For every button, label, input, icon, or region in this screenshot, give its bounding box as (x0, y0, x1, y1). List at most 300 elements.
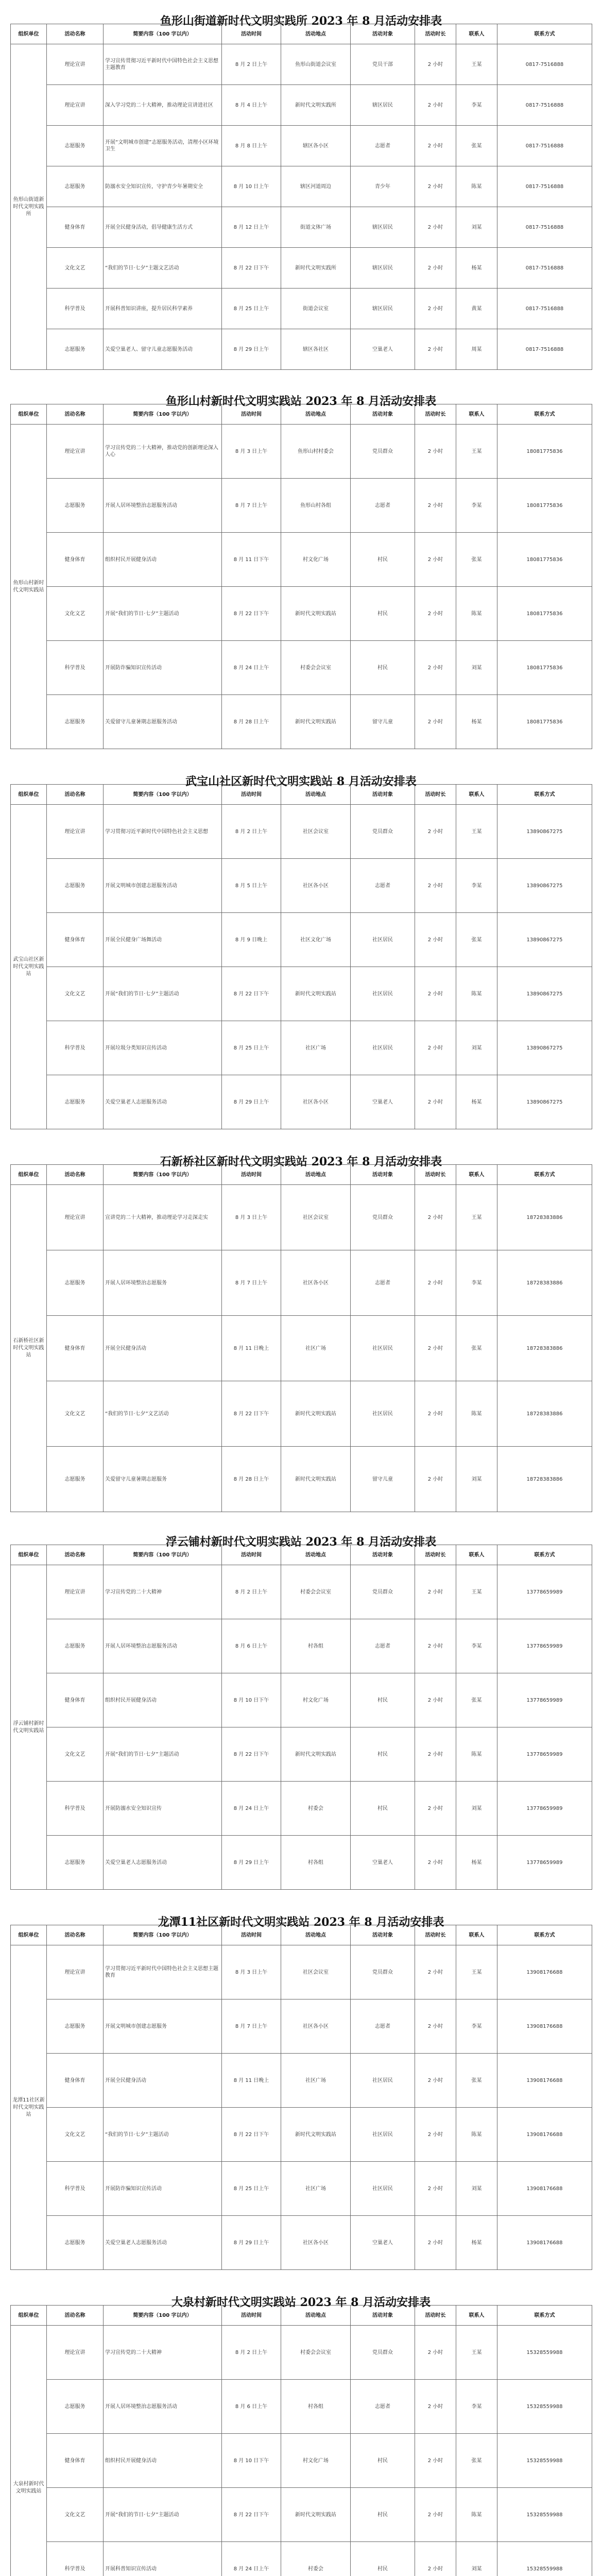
table-cell: 2 小时 (415, 166, 456, 207)
table-cell: 2 小时 (415, 1999, 456, 2054)
table-row (11, 2326, 592, 2380)
table-cell: 张某 (456, 2054, 497, 2108)
table-cell: 2 小时 (415, 1075, 456, 1129)
table-cell: 8 月 7 日上午 (222, 479, 281, 533)
table-cell: 13778659989 (497, 1565, 592, 1619)
table-cell: 科学普及 (47, 2542, 104, 2576)
table-cell: 社区广场 (281, 1316, 351, 1381)
table-row (11, 1565, 592, 1619)
table-cell: 张某 (456, 1673, 497, 1727)
table-cell: 0817-7516888 (497, 329, 592, 370)
table-cell: 组织村民开展健身活动 (104, 1673, 222, 1727)
table-cell: 刘某 (456, 2542, 497, 2576)
table-cell: 社区各小区 (281, 1999, 351, 2054)
table-cell: 新时代文明实践站 (281, 967, 351, 1021)
table-cell: “我们的节日·七夕”文艺活动 (104, 1381, 222, 1447)
column-header: 活动时长 (415, 785, 456, 805)
table-cell: 文化文艺 (47, 1381, 104, 1447)
section-title: 大泉村新时代文明实践站 2023 年 8 月活动安排表 (171, 2296, 431, 2309)
table-cell: 刘某 (456, 207, 497, 248)
table-cell: 开展全民健身活动，倡导健康生活方式 (104, 207, 222, 248)
table-cell: 8 月 9 日晚上 (222, 913, 281, 967)
table-cell: 13908176688 (497, 1945, 592, 1999)
table-cell: 开展人居环境整治志愿服务活动 (104, 2380, 222, 2434)
column-header: 活动地点 (281, 404, 351, 425)
table-cell: 8 月 22 日下午 (222, 587, 281, 641)
table-cell: 0817-7516888 (497, 289, 592, 329)
table-cell: 社区会议室 (281, 1945, 351, 1999)
column-header: 组织单位 (11, 404, 47, 425)
section-title: 武宝山社区新时代文明实践站 8 月活动安排表 (185, 775, 417, 788)
table-cell: 关爱空巢老人志愿服务活动 (104, 1836, 222, 1890)
table-cell: 新时代文明实践站 (281, 695, 351, 749)
table-cell: 李某 (456, 85, 497, 126)
table-cell: 2 小时 (415, 967, 456, 1021)
table-row (11, 1836, 592, 1890)
table-cell: 8 月 22 日下午 (222, 2488, 281, 2542)
table-cell: 2 小时 (415, 2434, 456, 2488)
organizer-cell: 武宝山社区新时代文明实践站 (11, 805, 47, 1129)
table-cell: 开展人居环境整治志愿服务活动 (104, 1619, 222, 1673)
table-row (11, 2380, 592, 2434)
table-cell: 村委会 (281, 1782, 351, 1836)
table-cell: 李某 (456, 1250, 497, 1316)
table-cell: 开展垃圾分类知识宣传活动 (104, 1021, 222, 1075)
activity-section (0, 2281, 602, 2576)
table-cell: 关爱空巢老人志愿服务活动 (104, 1075, 222, 1129)
table-cell: 李某 (456, 859, 497, 913)
table-cell: 2 小时 (415, 1619, 456, 1673)
table-row (11, 967, 592, 1021)
table-cell: 学习宣传党的二十大精神，推动党的创新理论深入人心 (104, 425, 222, 479)
table-row (11, 1727, 592, 1782)
table-cell: 开展防溺水安全知识宣传 (104, 1782, 222, 1836)
table-cell: 街道文体广场 (281, 207, 351, 248)
table-cell: 村民 (351, 2488, 415, 2542)
table-cell: 13908176688 (497, 2162, 592, 2216)
table-cell: 8 月 22 日下午 (222, 248, 281, 289)
table-row (11, 85, 592, 126)
table-cell: 13778659989 (497, 1727, 592, 1782)
table-cell: 志愿服务 (47, 1836, 104, 1890)
table-cell: 村文化广场 (281, 2434, 351, 2488)
activity-table (10, 404, 592, 749)
table-cell: 2 小时 (415, 695, 456, 749)
column-header: 活动时间 (222, 1925, 281, 1945)
table-cell: 开展科普知识宣传活动 (104, 2542, 222, 2576)
table-cell: 村民 (351, 533, 415, 587)
table-cell: 刘某 (456, 2162, 497, 2216)
table-cell: 学习贯彻习近平新时代中国特色社会主义思想主题教育 (104, 1945, 222, 1999)
table-cell: 开展“我们的节日·七夕”主题活动 (104, 1727, 222, 1782)
organizer-cell: 龙潭11社区新时代文明实践站 (11, 1945, 47, 2270)
column-header: 联系人 (456, 24, 497, 44)
column-header: 活动时长 (415, 2306, 456, 2326)
table-cell: 党员干部 (351, 44, 415, 85)
table-cell: 2 小时 (415, 859, 456, 913)
table-cell: 王某 (456, 805, 497, 859)
table-cell: 2 小时 (415, 425, 456, 479)
table-row (11, 2542, 592, 2576)
section-title: 龙潭11社区新时代文明实践站 2023 年 8 月活动安排表 (158, 1916, 444, 1929)
table-cell: 健身体育 (47, 2054, 104, 2108)
table-cell: 2 小时 (415, 207, 456, 248)
table-cell: 新时代文明实践站 (281, 1727, 351, 1782)
column-header: 活动对象 (351, 2306, 415, 2326)
table-cell: 党员群众 (351, 425, 415, 479)
table-row (11, 329, 592, 370)
table-cell: 村民 (351, 587, 415, 641)
table-cell: 杨某 (456, 2216, 497, 2270)
table-cell: 8 月 2 日上午 (222, 2326, 281, 2380)
table-cell: 开展“文明城市创建”志愿服务活动，清理小区环境卫生 (104, 126, 222, 166)
table-cell: 13890867275 (497, 1075, 592, 1129)
section-title: 浮云铺村新时代文明实践站 2023 年 8 月活动安排表 (165, 1535, 437, 1549)
table-cell: 学习宣传贯彻习近平新时代中国特色社会主义思想主题教育 (104, 44, 222, 85)
table-cell: 开展人居环境整治志愿服务 (104, 1250, 222, 1316)
table-cell: 8 月 4 日上午 (222, 85, 281, 126)
table-cell: 2 小时 (415, 126, 456, 166)
table-cell: 文化文艺 (47, 2108, 104, 2162)
table-cell: 2 小时 (415, 1727, 456, 1782)
column-header: 联系人 (456, 2306, 497, 2326)
table-cell: 社区广场 (281, 2054, 351, 2108)
table-cell: 13778659989 (497, 1782, 592, 1836)
activity-table (10, 1164, 592, 1512)
table-cell: 空巢老人 (351, 1836, 415, 1890)
table-cell: 王某 (456, 1565, 497, 1619)
table-row (11, 1999, 592, 2054)
column-header: 活动对象 (351, 404, 415, 425)
table-cell: 志愿服务 (47, 1250, 104, 1316)
table-cell: 刘某 (456, 641, 497, 695)
table-cell: 13778659989 (497, 1673, 592, 1727)
table-cell: 15328559988 (497, 2380, 592, 2434)
table-cell: 志愿者 (351, 1999, 415, 2054)
table-cell: 13890867275 (497, 859, 592, 913)
table-cell: 党员群众 (351, 805, 415, 859)
table-cell: 志愿者 (351, 1250, 415, 1316)
table-cell: 科学普及 (47, 1021, 104, 1075)
table-cell: 8 月 24 日上午 (222, 1782, 281, 1836)
table-cell: 8 月 6 日上午 (222, 1619, 281, 1673)
activity-table (10, 24, 592, 370)
column-header: 活动地点 (281, 1925, 351, 1945)
column-header: 活动名称 (47, 1165, 104, 1185)
table-cell: 村委会会议室 (281, 2326, 351, 2380)
column-header: 活动地点 (281, 785, 351, 805)
table-cell: 8 月 3 日上午 (222, 1185, 281, 1250)
table-cell: 学习宣传党的二十大精神 (104, 1565, 222, 1619)
table-cell: 志愿服务 (47, 1447, 104, 1512)
table-cell: 组织村民开展健身活动 (104, 533, 222, 587)
table-cell: 杨某 (456, 1075, 497, 1129)
table-cell: 2 小时 (415, 248, 456, 289)
table-row (11, 805, 592, 859)
column-header: 活动名称 (47, 2306, 104, 2326)
table-cell: 志愿者 (351, 859, 415, 913)
table-cell: 村民 (351, 2434, 415, 2488)
table-cell: 8 月 12 日上午 (222, 207, 281, 248)
table-cell: 新时代文明实践所 (281, 248, 351, 289)
table-cell: 8 月 29 日上午 (222, 329, 281, 370)
activity-section (0, 1521, 602, 1901)
table-cell: 2 小时 (415, 1185, 456, 1250)
table-row (11, 2108, 592, 2162)
table-cell: 8 月 8 日上午 (222, 126, 281, 166)
table-cell: 13908176688 (497, 2108, 592, 2162)
table-cell: 社区居民 (351, 1381, 415, 1447)
table-cell: 2 小时 (415, 641, 456, 695)
table-cell: 0817-7516888 (497, 126, 592, 166)
table-cell: 陈某 (456, 967, 497, 1021)
organizer-cell: 大泉村新时代文明实践站 (11, 2326, 47, 2576)
table-cell: 社区居民 (351, 913, 415, 967)
table-cell: 开展“我们的节日·七夕”主题活动 (104, 587, 222, 641)
table-row (11, 207, 592, 248)
table-cell: 0817-7516888 (497, 166, 592, 207)
table-cell: 健身体育 (47, 1673, 104, 1727)
table-cell: 8 月 11 日晚上 (222, 1316, 281, 1381)
table-cell: 辖区居民 (351, 85, 415, 126)
column-header: 联系方式 (497, 785, 592, 805)
table-row (11, 248, 592, 289)
table-cell: 8 月 28 日上午 (222, 1447, 281, 1512)
table-cell: 社区居民 (351, 2162, 415, 2216)
table-row (11, 425, 592, 479)
table-cell: 刘某 (456, 1021, 497, 1075)
table-cell: 志愿服务 (47, 329, 104, 370)
column-header: 活动时间 (222, 24, 281, 44)
column-header: 联系方式 (497, 404, 592, 425)
table-cell: 张某 (456, 1316, 497, 1381)
table-cell: 社区各小区 (281, 1075, 351, 1129)
table-cell: 党员群众 (351, 1945, 415, 1999)
table-cell: 开展“我们的节日·七夕”主题活动 (104, 967, 222, 1021)
table-cell: 王某 (456, 1945, 497, 1999)
table-row (11, 695, 592, 749)
organizer-cell: 鱼形山街道新时代文明实践所 (11, 44, 47, 370)
table-cell: 13778659989 (497, 1836, 592, 1890)
column-header: 联系方式 (497, 24, 592, 44)
table-cell: 志愿服务 (47, 479, 104, 533)
table-cell: 辖区各小区 (281, 126, 351, 166)
table-cell: 陈某 (456, 587, 497, 641)
column-header: 简要内容（100 字以内） (104, 404, 222, 425)
table-row (11, 1021, 592, 1075)
table-cell: 8 月 2 日上午 (222, 44, 281, 85)
table-cell: 8 月 22 日下午 (222, 1727, 281, 1782)
table-cell: 宣讲党的二十大精神，推动理论学习走深走实 (104, 1185, 222, 1250)
table-cell: 18728383886 (497, 1447, 592, 1512)
column-header: 活动地点 (281, 1165, 351, 1185)
table-cell: 理论宣讲 (47, 85, 104, 126)
column-header: 活动地点 (281, 2306, 351, 2326)
table-cell: 留守儿童 (351, 695, 415, 749)
table-cell: 张某 (456, 913, 497, 967)
column-header: 联系人 (456, 1545, 497, 1565)
table-cell: 理论宣讲 (47, 44, 104, 85)
table-cell: 志愿服务 (47, 1619, 104, 1673)
column-header: 简要内容（100 字以内） (104, 1545, 222, 1565)
table-cell: 2 小时 (415, 587, 456, 641)
table-cell: 志愿者 (351, 2380, 415, 2434)
table-row (11, 1447, 592, 1512)
column-header: 活动对象 (351, 785, 415, 805)
table-cell: 社区会议室 (281, 805, 351, 859)
table-cell: 13890867275 (497, 913, 592, 967)
table-cell: 村委会 (281, 2542, 351, 2576)
table-row (11, 2434, 592, 2488)
table-cell: 2 小时 (415, 1021, 456, 1075)
table-cell: 陈某 (456, 2108, 497, 2162)
table-cell: 张某 (456, 533, 497, 587)
table-cell: 王某 (456, 44, 497, 85)
column-header: 简要内容（100 字以内） (104, 24, 222, 44)
table-cell: 村各组 (281, 1619, 351, 1673)
table-cell: 学习宣传党的二十大精神 (104, 2326, 222, 2380)
table-cell: 开展“我们的节日·七夕”主题活动 (104, 2488, 222, 2542)
table-cell: 2 小时 (415, 1381, 456, 1447)
table-cell: 关爱空巢老人志愿服务活动 (104, 2216, 222, 2270)
table-cell: 2 小时 (415, 1836, 456, 1890)
column-header: 活动时长 (415, 1545, 456, 1565)
column-header: 活动名称 (47, 785, 104, 805)
table-cell: 刘某 (456, 1447, 497, 1512)
table-cell: 刘某 (456, 1782, 497, 1836)
table-cell: 防溺水安全知识宣传，守护青少年暑期安全 (104, 166, 222, 207)
table-cell: 志愿服务 (47, 166, 104, 207)
table-cell: 村委会会议室 (281, 1565, 351, 1619)
table-cell: 辖区河道周边 (281, 166, 351, 207)
table-cell: 王某 (456, 2326, 497, 2380)
table-row (11, 641, 592, 695)
table-cell: 村民 (351, 2542, 415, 2576)
table-cell: 学习贯彻习近平新时代中国特色社会主义思想 (104, 805, 222, 859)
table-cell: 社区居民 (351, 1021, 415, 1075)
table-cell: 新时代文明实践站 (281, 1381, 351, 1447)
table-cell: 陈某 (456, 1727, 497, 1782)
table-cell: 13778659989 (497, 1619, 592, 1673)
organizer-cell: 鱼形山村新时代文明实践站 (11, 425, 47, 749)
table-cell: 村民 (351, 1673, 415, 1727)
table-cell: 文化文艺 (47, 1727, 104, 1782)
table-cell: 0817-7516888 (497, 44, 592, 85)
table-cell: 18081775836 (497, 533, 592, 587)
table-cell: 18728383886 (497, 1381, 592, 1447)
activity-section (0, 380, 602, 760)
column-header: 简要内容（100 字以内） (104, 1925, 222, 1945)
section-title: 鱼形山街道新时代文明实践所 2023 年 8 月活动安排表 (160, 14, 442, 28)
table-cell: 15328559988 (497, 2488, 592, 2542)
table-cell: 8 月 7 日上午 (222, 1250, 281, 1316)
table-cell: 开展防诈骗知识宣传活动 (104, 2162, 222, 2216)
column-header: 联系人 (456, 1165, 497, 1185)
table-cell: 2 小时 (415, 2380, 456, 2434)
table-cell: 社区会议室 (281, 1185, 351, 1250)
column-header: 活动时长 (415, 404, 456, 425)
table-cell: 2 小时 (415, 805, 456, 859)
table-cell: 2 小时 (415, 85, 456, 126)
table-cell: 周某 (456, 329, 497, 370)
table-cell: 8 月 10 日下午 (222, 2434, 281, 2488)
table-cell: 开展文明城市创建志愿服务 (104, 1999, 222, 2054)
column-header: 联系方式 (497, 1925, 592, 1945)
table-cell: 辖区居民 (351, 248, 415, 289)
table-cell: 8 月 2 日上午 (222, 1565, 281, 1619)
table-row (11, 479, 592, 533)
table-cell: 开展文明城市创建志愿服务活动 (104, 859, 222, 913)
table-cell: 15328559988 (497, 2434, 592, 2488)
table-cell: 健身体育 (47, 533, 104, 587)
column-header: 活动时长 (415, 24, 456, 44)
table-cell: 8 月 22 日下午 (222, 967, 281, 1021)
table-cell: 2 小时 (415, 2216, 456, 2270)
table-cell: 理论宣讲 (47, 425, 104, 479)
table-cell: 开展人居环境整治志愿服务活动 (104, 479, 222, 533)
table-cell: 8 月 29 日上午 (222, 1075, 281, 1129)
table-cell: 8 月 7 日上午 (222, 1999, 281, 2054)
table-cell: 科学普及 (47, 641, 104, 695)
table-row (11, 289, 592, 329)
table-cell: 13908176688 (497, 2216, 592, 2270)
table-cell: 2 小时 (415, 2326, 456, 2380)
table-cell: 8 月 10 日上午 (222, 166, 281, 207)
table-cell: 李某 (456, 2380, 497, 2434)
column-header: 组织单位 (11, 2306, 47, 2326)
table-cell: 2 小时 (415, 2162, 456, 2216)
table-cell: 18081775836 (497, 695, 592, 749)
table-row (11, 1782, 592, 1836)
column-header: 活动名称 (47, 24, 104, 44)
table-row (11, 913, 592, 967)
column-header: 活动对象 (351, 1925, 415, 1945)
table-cell: 8 月 25 日上午 (222, 2162, 281, 2216)
table-cell: 2 小时 (415, 329, 456, 370)
table-cell: 关爱空巢老人、留守儿童志愿服务活动 (104, 329, 222, 370)
column-header: 活动地点 (281, 24, 351, 44)
table-cell: 18081775836 (497, 425, 592, 479)
table-cell: 健身体育 (47, 913, 104, 967)
table-cell: 党员群众 (351, 1565, 415, 1619)
table-cell: 理论宣讲 (47, 2326, 104, 2380)
table-cell: 2 小时 (415, 1565, 456, 1619)
column-header: 活动时长 (415, 1165, 456, 1185)
column-header: 简要内容（100 字以内） (104, 2306, 222, 2326)
table-cell: 志愿者 (351, 126, 415, 166)
table-cell: 张某 (456, 2434, 497, 2488)
table-row (11, 1381, 592, 1447)
table-cell: 13890867275 (497, 967, 592, 1021)
table-cell: 村民 (351, 641, 415, 695)
table-cell: 2 小时 (415, 44, 456, 85)
table-cell: 2 小时 (415, 1945, 456, 1999)
table-cell: 2 小时 (415, 1316, 456, 1381)
table-cell: 组织村民开展健身活动 (104, 2434, 222, 2488)
table-cell: 社区广场 (281, 2162, 351, 2216)
table-cell: 李某 (456, 479, 497, 533)
table-row (11, 2054, 592, 2108)
activity-section (0, 1901, 602, 2281)
table-cell: “我们的节日·七夕”主题文艺活动 (104, 248, 222, 289)
column-header: 组织单位 (11, 1165, 47, 1185)
table-cell: 健身体育 (47, 1316, 104, 1381)
table-cell: 青少年 (351, 166, 415, 207)
table-cell: 文化文艺 (47, 2488, 104, 2542)
table-cell: 开展科普知识讲座，提升居民科学素养 (104, 289, 222, 329)
table-cell: 科学普及 (47, 289, 104, 329)
table-cell: 15328559988 (497, 2326, 592, 2380)
